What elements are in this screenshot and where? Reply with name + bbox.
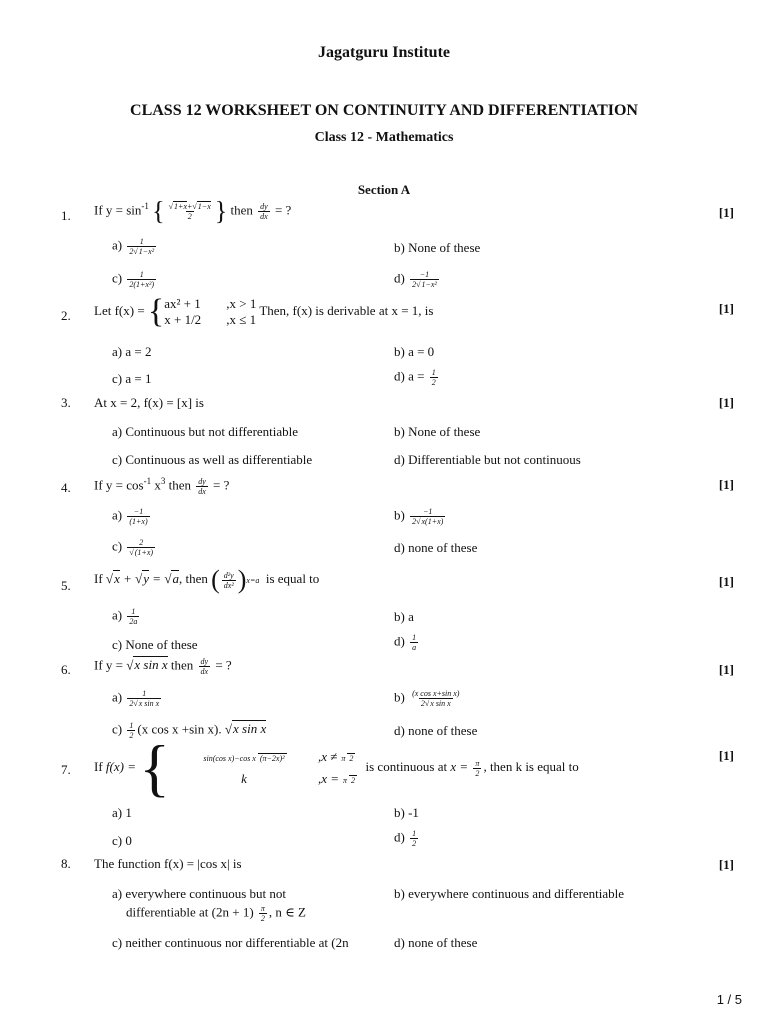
option-a[interactable]: a) $\frac{-1}{(1+x)}$ [112,507,148,526]
option-c[interactable]: c) neither continuous nor differentiable at (2n [112,935,349,950]
question-number: 8. [61,856,71,871]
question-text: If f(x) = { sin(cos x)−cos x (π−2x)² ,x ≠π 2 k ,x =π 2 is continuous at x = $\frac{\pi}{2}$ , then k is equal to [94,732,579,803]
option-b[interactable]: b) $\frac{-1}{2√x(1+x)}$ [394,507,444,526]
worksheet-title: CLASS 12 WORKSHEET ON CONTINUITY AND DIFFERENTIATION [130,102,638,119]
option-b[interactable]: b) a = 0 [394,344,435,359]
question-marks: [1] [718,301,734,316]
question-number: 6. [61,662,71,677]
option-d[interactable]: d) $\frac{-1}{\text{2√1−x²}}$ [394,270,437,289]
option-a[interactable]: a) $\frac{1}{\text{2√x sin x}}$ [112,689,160,708]
question-number: 7. [61,762,71,777]
question-text: If $y = \sin^{-1}$ { $\frac{√1+x+√1-x}{2}$ } then $\frac{dy}{dx}$ = ? [94,196,292,226]
question-marks: [1] [718,857,734,872]
question-marks: [1] [718,395,734,410]
section-heading: Section A [357,182,411,197]
option-c[interactable]: c) $\frac{1}{2}$ (x cos x +sin x). √x sin x [112,721,267,740]
option-b[interactable]: b) None of these [394,240,481,255]
page-number: 1 / 5 [716,992,742,1007]
question-text: The function f(x) = |cos x| is [94,856,242,871]
question-marks: [1] [718,205,734,220]
option-a[interactable]: a) everywhere continuous but not differentiable at (2n + 1) $\frac{\pi}{2}$ , n ∈ Z [112,886,306,923]
question-number: 1. [61,208,71,223]
question-number: 3. [61,395,71,410]
question-number: 5. [61,578,71,593]
option-d[interactable]: d) none of these [394,935,478,950]
question-text: At x = 2, f(x) = [x] is [94,395,204,410]
option-a[interactable]: a) $\frac{1}{2a}$ [112,607,138,626]
option-a[interactable]: a) 1 [112,805,132,820]
question-text: If y = √x sin x then $\frac{dy}{dx}$ = ? [94,657,232,676]
option-a[interactable]: a) Continuous but not differentiable [112,424,299,439]
option-a[interactable]: a) a = 2 [112,344,152,359]
option-b[interactable]: b) a [394,609,414,624]
question-text: Let f(x) = { ax² + 1 ,x > 1 x + 1/2 ,x ≤ 1 Then, f(x) is derivable at x = 1, is [94,293,434,330]
question-marks: [1] [718,662,734,677]
question-marks: [1] [718,477,734,492]
option-c[interactable]: c) None of these [112,637,198,652]
option-d[interactable]: d) a = $\frac{1}{2}$ [394,368,436,387]
worksheet-subtitle: Class 12 - Mathematics [314,130,454,145]
question-text: If $y = \cos^{-1} x^3$ then $\frac{dy}{dx}$ = ? [94,476,230,496]
option-a[interactable]: a) $\frac{1}{\text{2√1−x²}}$ [112,237,155,256]
question-marks: [1] [718,574,734,589]
option-d[interactable]: d) $\frac{1}{2}$ [394,829,417,848]
option-c[interactable]: c) a = 1 [112,371,152,386]
question-number: 4. [61,480,71,495]
option-c[interactable]: c) $\frac{2}{√(1+x)}$ [112,538,154,557]
option-c[interactable]: c) 0 [112,833,132,848]
option-d[interactable]: d) Differentiable but not continuous [394,452,581,467]
option-d[interactable]: d) none of these [394,723,478,738]
option-b[interactable]: b) None of these [394,424,481,439]
option-b[interactable]: b) -1 [394,805,419,820]
option-b[interactable]: b) $\frac{\text{(x cos x+sin x)}}{\text{2√x sin x}}$ [394,689,460,708]
option-c[interactable]: c) $\frac{1}{\text{2(1+x²)}}$ [112,270,155,289]
option-b[interactable]: b) everywhere continuous and differentiable [394,886,625,901]
question-text: If √x + √y = √a, then ( $\frac{\text{d²y}}{\text{dx²}}$ )x=a is equal to [94,565,320,594]
question-number: 2. [61,308,71,323]
question-marks: [1] [718,748,734,763]
option-c[interactable]: c) Continuous as well as differentiable [112,452,313,467]
option-d[interactable]: d) none of these [394,540,478,555]
institute-name: Jagatguru Institute [317,44,450,61]
option-d[interactable]: d) $\frac{1}{a}$ [394,633,417,652]
